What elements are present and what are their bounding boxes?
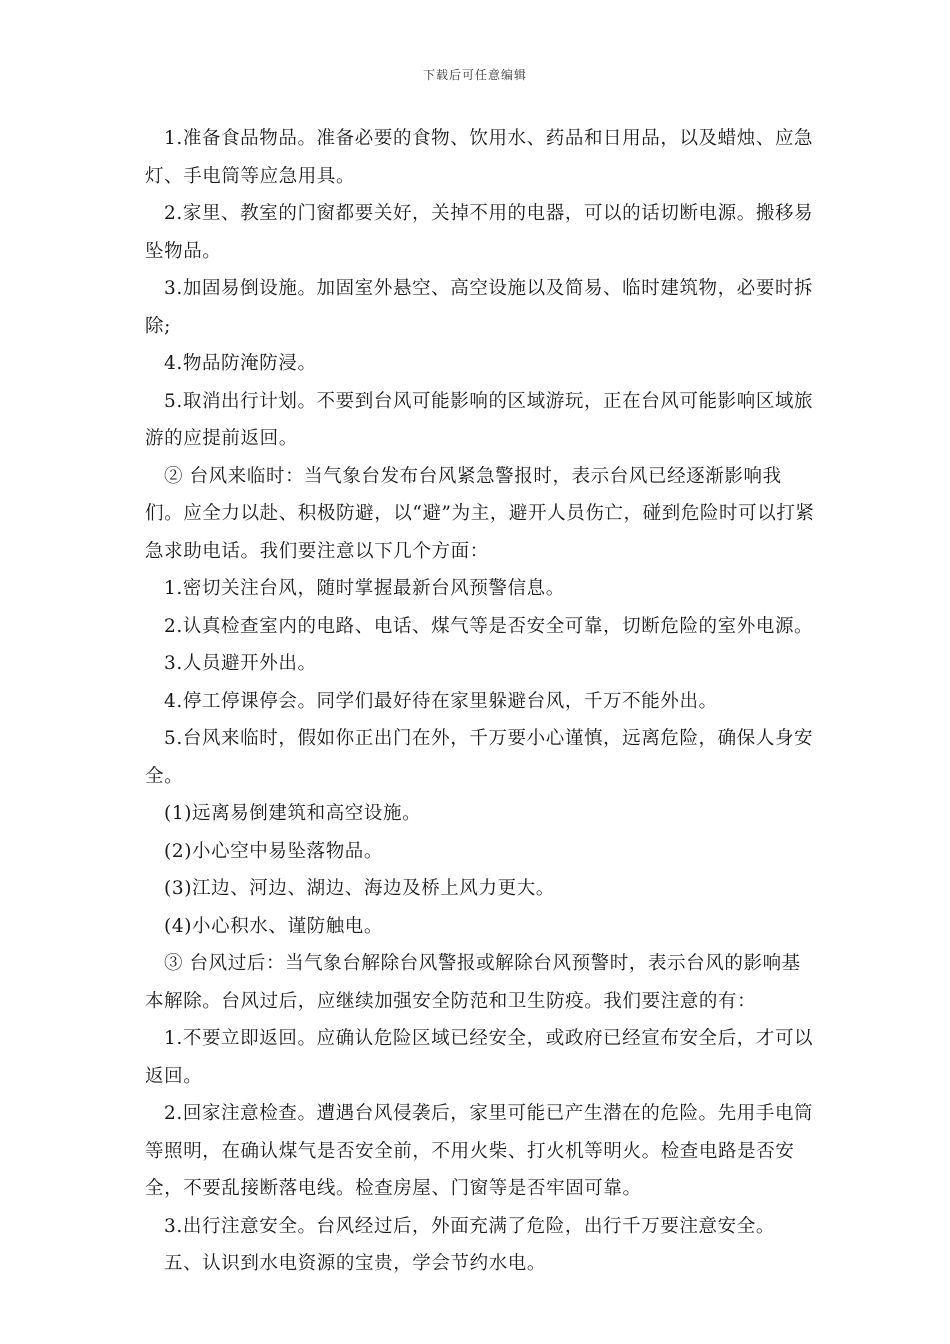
paragraph-sub-1: (1)远离易倒建筑和高空设施。	[164, 803, 422, 824]
document-body	[145, 120, 815, 1283]
paragraph-cancel-travel: 5.取消出行计划。不要到台风可能影响的区域游玩，正在台风可能影响区域旅游的应提前返回。	[145, 390, 814, 449]
paragraph-after-typhoon: ③ 台风过后：当气象台解除台风警报或解除台风预警时，表示台风的影响基本解除。台风过后，应继续加强安全防范和卫生防疫。我们要注意的有：	[145, 953, 801, 1012]
paragraph-section-five: 五、认识到水电资源的宝贵，学会节约水电。	[164, 1253, 547, 1274]
paragraph-suspend-classes: 4.停工停课停会。同学们最好待在家里躲避台风，千万不能外出。	[164, 690, 718, 712]
paragraph-flood-proof: 4.物品防淹防浸。	[164, 353, 317, 374]
paragraph-no-immediate-return: 1.不要立即返回。应确认危险区域已经安全，或政府已经宣布安全后，才可以返回。	[145, 1028, 814, 1087]
paragraph-home-inspection: 2.回家注意检查。遭遇台风侵袭后，家里可能已产生潜在的危险。先用手电筒等照明，在确认煤气是否安全前，不用火柴、打火机等明火。检查电路是否安全，不要乱接断落电线。检查房屋、门窗等是否牢固可靠。	[145, 1103, 814, 1199]
paragraph-stay-inside: 3.人员避开外出。	[164, 653, 317, 674]
paragraph-sub-2: (2)小心空中易坠落物品。	[164, 840, 384, 862]
paragraph-travel-safety: 3.出行注意安全。台风经过后，外面充满了危险，出行千万要注意安全。	[164, 1215, 775, 1237]
paragraph-sub-3: (3)江边、河边、湖边、海边及桥上风力更大。	[164, 878, 555, 899]
paragraph-reinforce: 3.加固易倒设施。加固室外悬空、高空设施以及简易、临时建筑物，必要时拆除;	[145, 278, 814, 337]
page-header: 下载后可任意编辑	[422, 68, 527, 82]
paragraph-prep-food: 1.准备食品物品。准备必要的食物、饮用水、药品和日用品，以及蜡烛、应急灯、手电筒等应急用具。	[145, 128, 814, 187]
paragraph-check-circuits: 2.认真检查室内的电路、电话、煤气等是否安全可靠，切断危险的室外电源。	[164, 615, 814, 637]
paragraph-sub-4: (4)小心积水、谨防触电。	[164, 915, 384, 937]
paragraph-outdoor-caution: 5.台风来临时，假如你正出门在外，千万要小心谨慎，远离危险，确保人身安全。	[145, 728, 814, 787]
paragraph-close-windows: 2.家里、教室的门窗都要关好，关掉不用的电器，可以的话切断电源。搬移易坠物品。	[145, 203, 814, 262]
paragraph-follow-warnings: 1.密切关注台风，随时掌握最新台风预警信息。	[164, 578, 565, 599]
paragraph-typhoon-arrival: ② 台风来临时：当气象台发布台风紧急警报时，表示台风已经逐渐影响我们。应全力以赴、积极防避，以“避”为主，避开人员伤亡，碰到危险时可以打紧急求助电话。我们要注意以下几个方面：	[145, 465, 815, 562]
